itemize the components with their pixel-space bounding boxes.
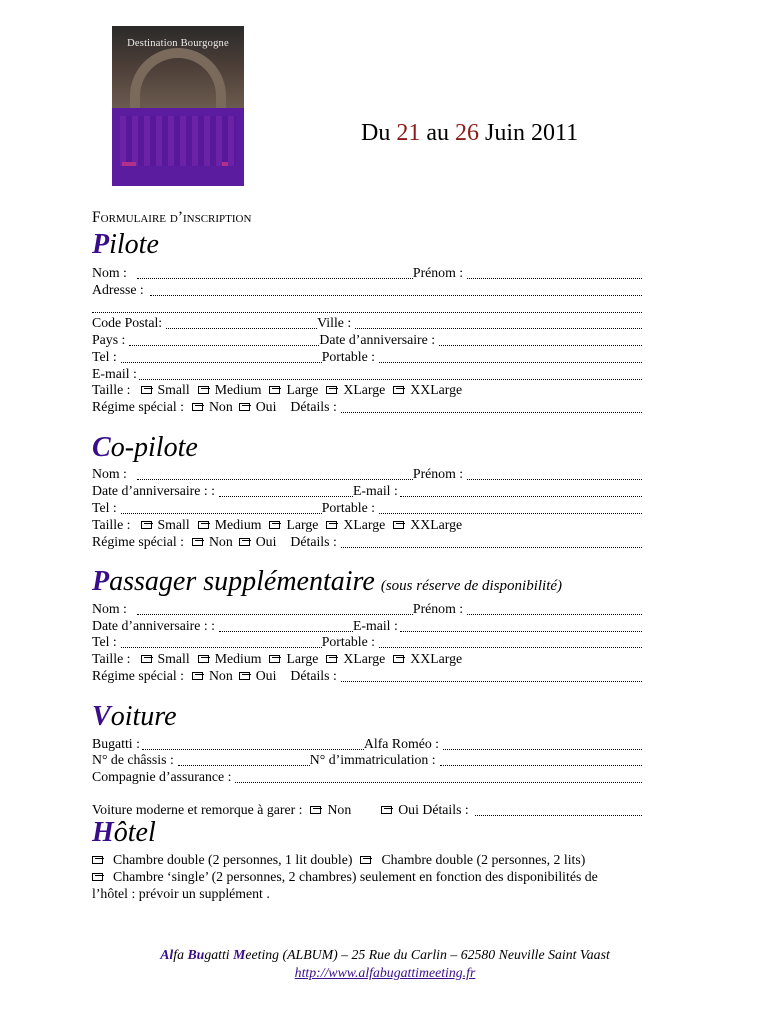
non-label: Non	[208, 399, 233, 414]
checkbox-icon[interactable]	[198, 521, 209, 529]
prenom-label: Prénom :	[412, 601, 464, 616]
diet-option-oui[interactable]	[239, 533, 277, 550]
size-label: Large	[286, 517, 319, 532]
checkbox-icon[interactable]	[198, 655, 209, 663]
diet-option-oui[interactable]	[239, 398, 277, 415]
size-option-small[interactable]	[141, 650, 190, 667]
heading-rest: oiture	[110, 701, 177, 732]
details-field[interactable]	[341, 400, 642, 413]
copilote-birthday-row	[92, 482, 642, 499]
diet-option-oui[interactable]	[239, 667, 277, 684]
nom-field[interactable]	[137, 602, 413, 615]
checkbox-icon[interactable]	[141, 655, 152, 663]
size-label: Large	[286, 382, 319, 397]
non-label: Non	[327, 802, 352, 817]
heading-note: (sous réserve de disponibilité)	[380, 578, 563, 594]
pilote-address-row-2	[92, 298, 642, 315]
oui-details-label: Oui Détails :	[398, 802, 469, 817]
pilote-country-row	[92, 331, 642, 348]
pilote-diet-row	[92, 398, 642, 415]
chassis-label: N° de châssis :	[92, 752, 174, 767]
trailer-details-field[interactable]	[475, 803, 642, 816]
size-option-small[interactable]	[141, 516, 190, 533]
checkbox-icon[interactable]	[141, 386, 152, 394]
copilote-phone-row	[92, 499, 642, 516]
checkbox-icon[interactable]	[393, 521, 404, 529]
size-label: Large	[286, 651, 319, 666]
heading-initial: H	[92, 817, 114, 848]
checkbox-icon[interactable]	[92, 873, 103, 881]
heading-rest: ilote	[109, 229, 159, 260]
pilote-phone-row	[92, 348, 642, 365]
heading-initial: P	[92, 229, 110, 260]
email-label: E-mail :	[352, 618, 398, 633]
size-option-xlarge[interactable]	[326, 650, 385, 667]
details-label: Détails :	[290, 399, 337, 414]
checkbox-icon[interactable]	[326, 521, 337, 529]
section-heading-hotel	[92, 818, 156, 848]
hotel-option-double-lits[interactable]	[360, 851, 585, 868]
nom-label: Nom :	[92, 466, 127, 481]
checkbox-icon[interactable]	[141, 521, 152, 529]
tel-field[interactable]	[121, 501, 322, 514]
code-postal-label: Code Postal:	[92, 315, 163, 330]
checkbox-icon[interactable]	[310, 806, 321, 814]
taille-label: Taille :	[92, 651, 131, 666]
details-field[interactable]	[341, 535, 642, 548]
diet-option-non[interactable]	[192, 398, 233, 415]
bugatti-label: Bugatti :	[92, 736, 140, 751]
adresse-field-2[interactable]	[92, 300, 642, 313]
oui-label: Oui	[255, 399, 277, 414]
dates-suffix: Juin 2011	[485, 120, 579, 146]
portable-field[interactable]	[379, 501, 642, 514]
prenom-field[interactable]	[467, 602, 642, 615]
date-anniv-field[interactable]	[439, 333, 642, 346]
size-option-medium[interactable]	[198, 650, 262, 667]
date-anniv-field[interactable]	[219, 619, 353, 632]
adresse-label: Adresse :	[92, 282, 144, 297]
cover-image	[112, 26, 244, 186]
diet-option-non[interactable]	[192, 667, 233, 684]
section-heading-voiture	[92, 702, 177, 732]
size-label: XLarge	[343, 517, 386, 532]
nom-label: Nom :	[92, 601, 127, 616]
checkbox-icon[interactable]	[192, 672, 203, 680]
footer-al-rest: fa	[173, 947, 188, 962]
checkbox-icon[interactable]	[393, 386, 404, 394]
alfa-field[interactable]	[443, 737, 642, 750]
email-label: E-mail :	[92, 366, 137, 381]
email-field[interactable]	[400, 484, 642, 497]
checkbox-icon[interactable]	[360, 856, 371, 864]
checkbox-icon[interactable]	[192, 403, 203, 411]
hotel-double-row	[92, 851, 672, 868]
checkbox-icon[interactable]	[92, 856, 103, 864]
footer-bu: Bu	[187, 947, 205, 962]
pilote-email-row	[92, 365, 642, 382]
code-postal-field[interactable]	[166, 316, 317, 329]
prenom-field[interactable]	[467, 467, 642, 480]
remorque-label: Voiture moderne et remorque à garer :	[92, 802, 303, 817]
form-title: Formulaire d’inscription	[92, 209, 252, 226]
regime-label: Régime spécial :	[92, 399, 184, 414]
passager-birthday-row	[92, 617, 642, 634]
heading-rest: assager supplémentaire	[109, 566, 375, 597]
size-option-xxlarge[interactable]	[393, 381, 462, 398]
regime-label: Régime spécial :	[92, 534, 184, 549]
cover-mark-left	[122, 162, 136, 166]
email-label: E-mail :	[352, 483, 398, 498]
checkbox-icon[interactable]	[269, 386, 280, 394]
section-heading-copilote	[92, 433, 198, 463]
chassis-field[interactable]	[178, 753, 310, 766]
size-option-medium[interactable]	[198, 516, 262, 533]
nom-field[interactable]	[137, 467, 413, 480]
size-label: Medium	[214, 517, 262, 532]
date-anniv-label: Date d’anniversaire :	[319, 332, 436, 347]
heading-initial: P	[92, 566, 110, 597]
checkbox-icon[interactable]	[192, 538, 203, 546]
size-option-xxlarge[interactable]	[393, 516, 462, 533]
cover-shade	[120, 116, 236, 166]
size-option-xlarge[interactable]	[326, 381, 385, 398]
section-heading-pilote	[92, 230, 159, 260]
details-field[interactable]	[341, 669, 642, 682]
size-label: XXLarge	[410, 517, 463, 532]
taille-label: Taille :	[92, 382, 131, 397]
size-label: Small	[157, 382, 190, 397]
hotel-option-label: Chambre double (2 personnes, 2 lits)	[381, 852, 586, 867]
voiture-model-row	[92, 735, 642, 752]
checkbox-icon[interactable]	[269, 521, 280, 529]
nom-field[interactable]	[137, 266, 413, 279]
ville-field[interactable]	[355, 316, 642, 329]
trailer-option-oui[interactable]	[381, 801, 469, 818]
email-field[interactable]	[139, 367, 642, 380]
size-option-small[interactable]	[141, 381, 190, 398]
size-label: Medium	[214, 651, 262, 666]
details-label: Détails :	[290, 668, 337, 683]
tel-field[interactable]	[121, 350, 322, 363]
section-heading-passager	[92, 567, 562, 601]
size-label: XXLarge	[410, 382, 463, 397]
prenom-label: Prénom :	[412, 466, 464, 481]
checkbox-icon[interactable]	[198, 386, 209, 394]
size-option-xlarge[interactable]	[326, 516, 385, 533]
diet-option-non[interactable]	[192, 533, 233, 550]
footer-m: M	[233, 947, 246, 962]
non-label: Non	[208, 668, 233, 683]
size-option-large[interactable]	[269, 381, 318, 398]
date-anniv-field[interactable]	[219, 484, 353, 497]
passager-diet-row	[92, 667, 642, 684]
size-option-medium[interactable]	[198, 381, 262, 398]
pilote-name-row	[92, 264, 642, 281]
cover-title: Destination Bourgogne	[127, 38, 229, 49]
heading-initial: C	[92, 432, 111, 463]
checkbox-icon[interactable]	[269, 655, 280, 663]
date-anniv-label: Date d’anniversaire : :	[92, 483, 215, 498]
copilote-name-row	[92, 465, 642, 482]
size-option-large[interactable]	[269, 650, 318, 667]
tel-field[interactable]	[121, 635, 322, 648]
date-anniv-label: Date d’anniversaire : :	[92, 618, 215, 633]
pays-label: Pays :	[92, 332, 126, 347]
portable-label: Portable :	[321, 500, 375, 515]
oui-label: Oui	[255, 668, 277, 683]
immat-label: N° d’immatriculation :	[309, 752, 436, 767]
footer-website-link[interactable]: http://www.alfabugattimeeting.fr	[294, 965, 476, 980]
checkbox-icon[interactable]	[326, 386, 337, 394]
dates-end: 26	[455, 120, 479, 146]
cover-mark-right	[222, 162, 228, 166]
hotel-option-label: Chambre double (2 personnes, 1 lit double)	[113, 852, 353, 867]
voiture-insurance-row	[92, 768, 642, 785]
checkbox-icon[interactable]	[381, 806, 392, 814]
hotel-single-continuation: l’hôtel : prévoir un supplément .	[92, 886, 270, 901]
tel-label: Tel :	[92, 349, 117, 364]
prenom-label: Prénom :	[412, 265, 464, 280]
trailer-option-non[interactable]	[310, 801, 351, 818]
prenom-field[interactable]	[467, 266, 642, 279]
immat-field[interactable]	[440, 753, 642, 766]
voiture-trailer-row	[92, 801, 642, 818]
size-option-large[interactable]	[269, 516, 318, 533]
hotel-option-double-lit[interactable]	[92, 851, 352, 868]
nom-label: Nom :	[92, 265, 127, 280]
size-label: XLarge	[343, 382, 386, 397]
voiture-chassis-row	[92, 751, 642, 768]
alfa-label: Alfa Roméo :	[363, 736, 440, 751]
footer-url-line	[0, 965, 770, 981]
dates-mid: au	[426, 120, 449, 146]
checkbox-icon[interactable]	[326, 655, 337, 663]
footer-address	[0, 947, 770, 963]
size-label: Small	[157, 651, 190, 666]
pays-field[interactable]	[129, 333, 319, 346]
hotel-option-label: Chambre ‘single’ (2 personnes, 2 chambres) seulement en fonction des disponibilités de	[113, 869, 598, 884]
size-option-xxlarge[interactable]	[393, 650, 462, 667]
dates-prefix: Du	[361, 120, 391, 146]
size-label: XLarge	[343, 651, 386, 666]
footer-m-rest: eeting (ALBUM) – 25 Rue du Carlin – 62580 Neuville Saint Vaast	[245, 947, 610, 962]
oui-label: Oui	[255, 534, 277, 549]
size-label: Medium	[214, 382, 262, 397]
passager-phone-row	[92, 633, 642, 650]
portable-field[interactable]	[379, 350, 642, 363]
heading-rest: ôtel	[113, 817, 156, 848]
copilote-size-row	[92, 516, 642, 533]
tel-label: Tel :	[92, 634, 117, 649]
pilote-size-row	[92, 381, 642, 398]
bugatti-field[interactable]	[142, 737, 364, 750]
size-label: Small	[157, 517, 190, 532]
footer-bu-rest: gatti	[204, 947, 234, 962]
event-dates	[361, 120, 578, 147]
regime-label: Régime spécial :	[92, 668, 184, 683]
checkbox-icon[interactable]	[239, 672, 250, 680]
portable-label: Portable :	[321, 349, 375, 364]
details-label: Détails :	[290, 534, 337, 549]
size-label: XXLarge	[410, 651, 463, 666]
portable-label: Portable :	[321, 634, 375, 649]
checkbox-icon[interactable]	[393, 655, 404, 663]
tel-label: Tel :	[92, 500, 117, 515]
checkbox-icon[interactable]	[239, 538, 250, 546]
copilote-diet-row	[92, 533, 642, 550]
hotel-single-row	[92, 868, 672, 885]
pilote-address-row	[92, 281, 642, 298]
passager-name-row	[92, 600, 642, 617]
hotel-option-single[interactable]	[92, 868, 598, 885]
pilote-postal-row	[92, 314, 642, 331]
email-field[interactable]	[400, 619, 642, 632]
heading-rest: o-pilote	[110, 432, 198, 463]
taille-label: Taille :	[92, 517, 131, 532]
dates-start: 21	[396, 120, 421, 146]
heading-initial: V	[92, 701, 111, 732]
adresse-field[interactable]	[150, 283, 642, 296]
assurance-field[interactable]	[235, 770, 642, 783]
non-label: Non	[208, 534, 233, 549]
footer-al: Al	[160, 947, 174, 962]
checkbox-icon[interactable]	[239, 403, 250, 411]
portable-field[interactable]	[379, 635, 642, 648]
passager-size-row	[92, 650, 642, 667]
ville-label: Ville :	[317, 315, 352, 330]
assurance-label: Compagnie d’assurance :	[92, 769, 232, 784]
